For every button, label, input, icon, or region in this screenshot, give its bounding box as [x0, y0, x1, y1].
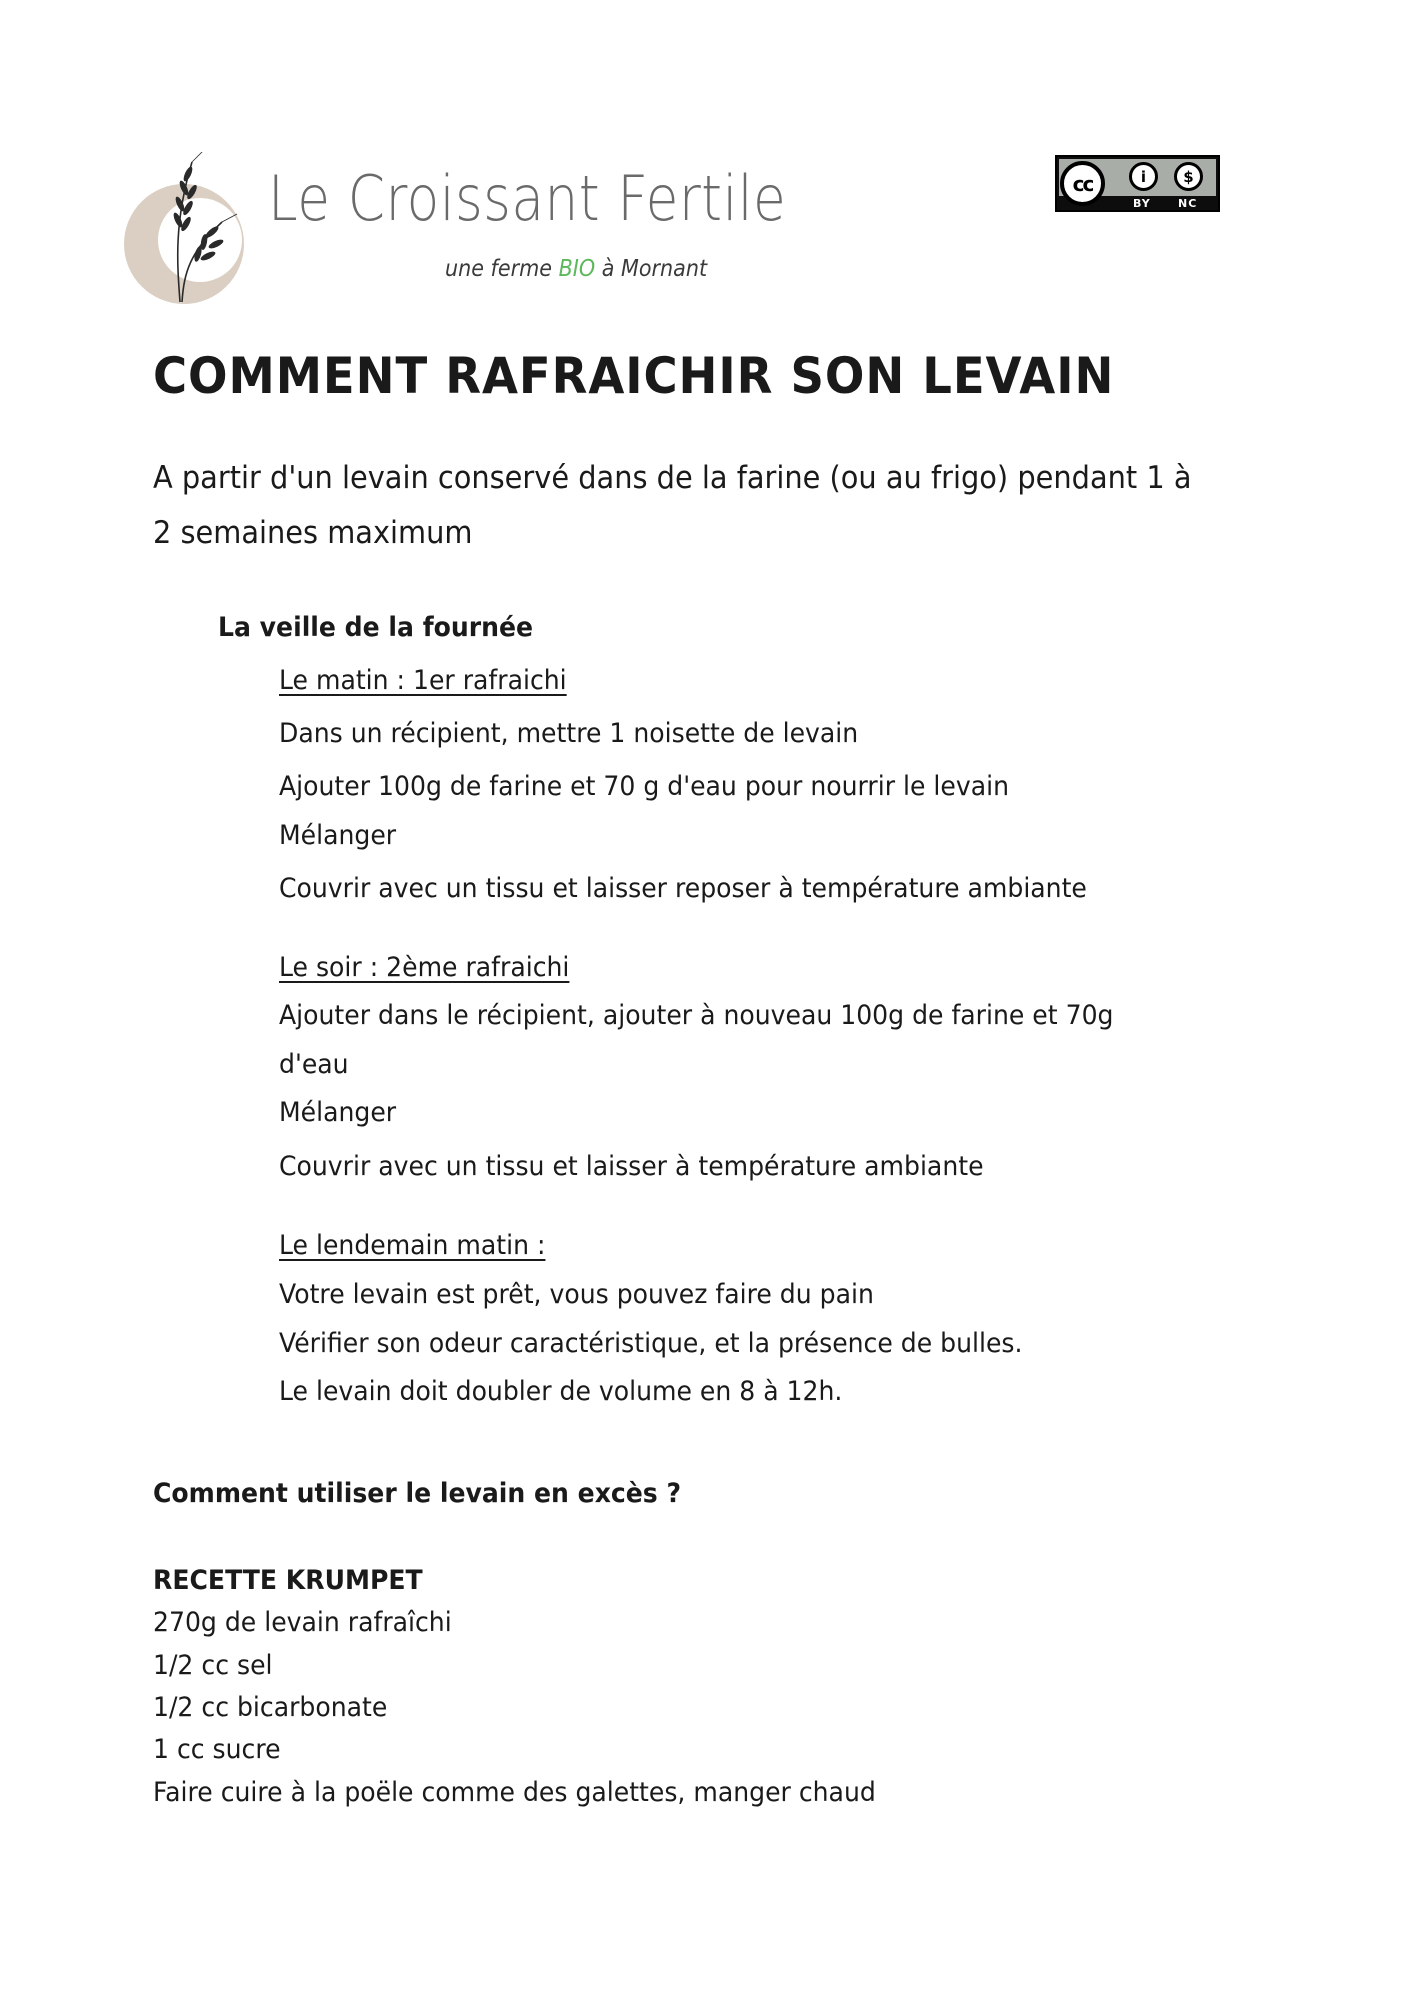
recipe-line: 1/2 cc bicarbonate: [153, 1692, 388, 1723]
matin-line: Ajouter 100g de farine et 70 g d'eau pour nourrir le levain: [279, 771, 1010, 802]
tagline-prefix: une ferme: [445, 256, 559, 282]
recipe-title: RECETTE KRUMPET: [153, 1565, 423, 1596]
attribution-icon: i: [1129, 162, 1158, 191]
matin-line: Dans un récipient, mettre 1 noisette de levain: [279, 718, 859, 749]
page-title: COMMENT RAFRAICHIR SON LEVAIN: [153, 347, 1115, 405]
lendemain-line: Votre levain est prêt, vous pouvez faire du pain: [279, 1279, 874, 1310]
excess-heading: Comment utiliser le levain en excès ?: [153, 1478, 682, 1509]
matin-line: Mélanger: [279, 820, 397, 851]
section-heading-veille: La veille de la fournée: [218, 612, 534, 643]
matin-line: Couvrir avec un tissu et laisser reposer à température ambiante: [279, 873, 1087, 904]
lendemain-line: Le levain doit doubler de volume en 8 à 12h.: [279, 1376, 843, 1407]
soir-line: Ajouter dans le récipient, ajouter à nouveau 100g de farine et 70g: [279, 1000, 1114, 1031]
cc-icon: cc: [1060, 161, 1105, 206]
tagline-suffix: à Mornant: [595, 256, 708, 282]
tagline-bio: BIO: [558, 256, 596, 282]
lendemain-line: Vérifier son odeur caractéristique, et la présence de bulles.: [279, 1328, 1023, 1359]
subheading-lendemain: Le lendemain matin :: [279, 1230, 546, 1261]
soir-line: d'eau: [279, 1049, 349, 1080]
wheat-crescent-logo-icon: [122, 152, 252, 312]
brand-name: Le Croissant Fertile: [268, 162, 787, 235]
subheading-soir: Le soir : 2ème rafraichi: [279, 952, 570, 983]
intro-line-2: 2 semaines maximum: [153, 515, 473, 551]
brand-tagline: [445, 256, 707, 282]
soir-line: Mélanger: [279, 1097, 397, 1128]
recipe-line: Faire cuire à la poële comme des galettes, manger chaud: [153, 1777, 876, 1808]
recipe-line: 1 cc sucre: [153, 1734, 281, 1765]
creative-commons-license-badge: [1055, 155, 1220, 212]
soir-line: Couvrir avec un tissu et laisser à température ambiante: [279, 1151, 984, 1182]
by-label: BY: [1133, 197, 1151, 210]
recipe-line: 1/2 cc sel: [153, 1650, 273, 1681]
nc-label: NC: [1178, 197, 1198, 210]
intro-line-1: A partir d'un levain conservé dans de la farine (ou au frigo) pendant 1 à: [153, 460, 1192, 496]
subheading-matin: Le matin : 1er rafraichi: [279, 665, 567, 696]
recipe-line: 270g de levain rafraîchi: [153, 1607, 452, 1638]
non-commercial-icon: $: [1174, 162, 1203, 191]
